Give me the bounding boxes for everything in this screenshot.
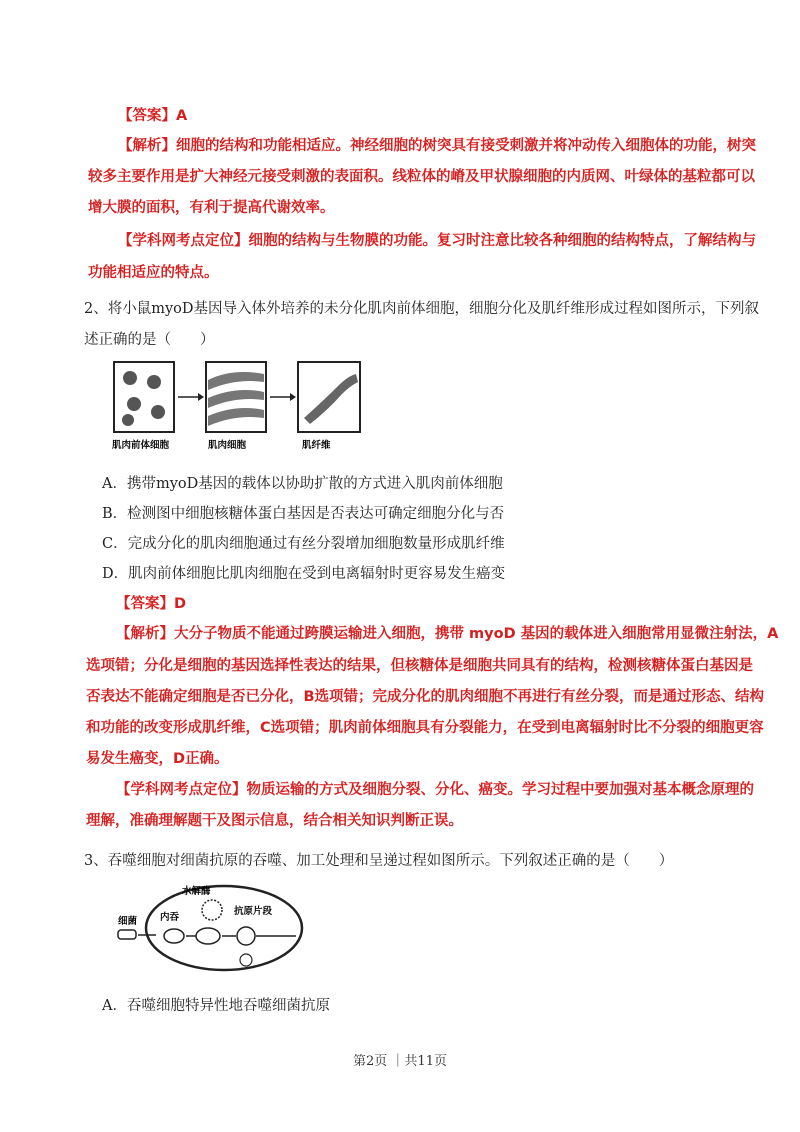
label-bacterium: 细菌 <box>118 916 138 927</box>
arrow-head <box>198 393 204 401</box>
precursor-cell <box>123 371 137 385</box>
precursor-cell <box>127 397 141 411</box>
label-hydrolase: 水解酶 <box>182 886 211 897</box>
precursor-cell <box>147 375 161 389</box>
q2-analysis-line-2: 选项错；分化是细胞的基因选择性表达的结果，但核糖体是细胞共同具有的结构，检测核糖体蛋白基因是 <box>86 658 753 674</box>
q2-option-a: A．携带myoD基因的载体以协助扩散的方式进入肌肉前体细胞 <box>102 476 503 492</box>
q2-cell-differentiation-figure <box>112 360 372 452</box>
q3-stem: 3、吞噬细胞对细菌抗原的吞噬、加工处理和呈递过程如图所示。下列叙述正确的是（ ） <box>84 853 674 869</box>
q3-option-a: A．吞噬细胞特异性地吞噬细菌抗原 <box>102 998 330 1014</box>
vesicle <box>237 927 255 945</box>
q1-analysis-line-1: 【解析】细胞的结构和功能相适应。神经细胞的树突具有接受刺激并将冲动传入细胞体的功能，树突 <box>118 138 756 154</box>
label-endocytosis: 内吞 <box>160 912 180 923</box>
phagolysosome <box>196 928 220 944</box>
phagocyte-membrane <box>146 886 302 970</box>
arrow-head <box>290 393 296 401</box>
lysosome <box>202 900 222 920</box>
label-muscle-cell: 肌肉细胞 <box>208 440 247 451</box>
q3-phagocytosis-figure <box>116 880 306 972</box>
q2-analysis-line-1: 【解析】大分子物质不能通过跨膜运输进入细胞，携带 myoD 基因的载体进入细胞常用显微注射法，A <box>116 626 779 642</box>
q2-analysis-line-4: 和功能的改变形成肌纤维，C选项错；肌肉前体细胞具有分裂能力，在受到电离辐射时比不分裂的细胞更容 <box>86 720 764 736</box>
q2-stem-line-1: 2、将小鼠myoD基因导入体外培养的未分化肌肉前体细胞，细胞分化及肌纤维形成过程如图所示，下列叙 <box>84 301 760 317</box>
q1-analysis-line-2: 较多主要作用是扩大神经元接受刺激的表面积。线粒体的嵴及甲状腺细胞的内质网、叶绿体的基粒都可以 <box>88 169 755 185</box>
q2-stem-line-2: 述正确的是（ ） <box>84 332 215 348</box>
q1-point-line-1: 【学科网考点定位】细胞的结构与生物膜的功能。复习时注意比较各种细胞的结构特点，了解结构与 <box>118 233 756 249</box>
q2-option-c: C．完成分化的肌肉细胞通过有丝分裂增加细胞数量形成肌纤维 <box>102 536 505 552</box>
page-footer: 第2页 ｜共11页 <box>353 1054 447 1069</box>
precursor-cell <box>122 414 134 426</box>
q2-analysis-line-3: 否表达不能确定细胞是否已分化，B选项错；完成分化的肌肉细胞不再进行有丝分裂，而是通过形态、结构 <box>86 689 765 705</box>
q2-point-line-1: 【学科网考点定位】物质运输的方式及细胞分裂、分化、癌变。学习过程中要加强对基本概念原理的 <box>116 782 754 798</box>
vesicle-small <box>240 954 252 966</box>
q2-option-b: B．检测图中细胞核糖体蛋白基因是否表达可确定细胞分化与否 <box>102 506 505 522</box>
q2-answer: 【答案】D <box>116 596 187 612</box>
q2-figure-drawing <box>112 360 372 452</box>
label-antigen-fragment: 抗原片段 <box>234 906 273 917</box>
q1-point-line-2: 功能相适应的特点。 <box>88 265 219 281</box>
label-muscle-fiber: 肌纤维 <box>302 440 331 451</box>
precursor-cell <box>151 405 165 419</box>
q1-answer: 【答案】A <box>118 108 188 124</box>
label-precursor-cell: 肌肉前体细胞 <box>112 440 170 451</box>
q2-point-line-2: 理解，准确理解题干及图示信息，结合相关知识判断正误。 <box>86 813 463 829</box>
q2-analysis-line-5: 易发生癌变，D正确。 <box>86 751 229 767</box>
q1-analysis-line-3: 增大膜的面积，有利于提高代谢效率。 <box>88 200 335 216</box>
q3-figure-drawing <box>116 880 306 972</box>
q2-option-d: D．肌肉前体细胞比肌肉细胞在受到电离辐射时更容易发生癌变 <box>102 566 506 582</box>
bacterium <box>118 930 136 939</box>
phagosome <box>164 929 184 943</box>
